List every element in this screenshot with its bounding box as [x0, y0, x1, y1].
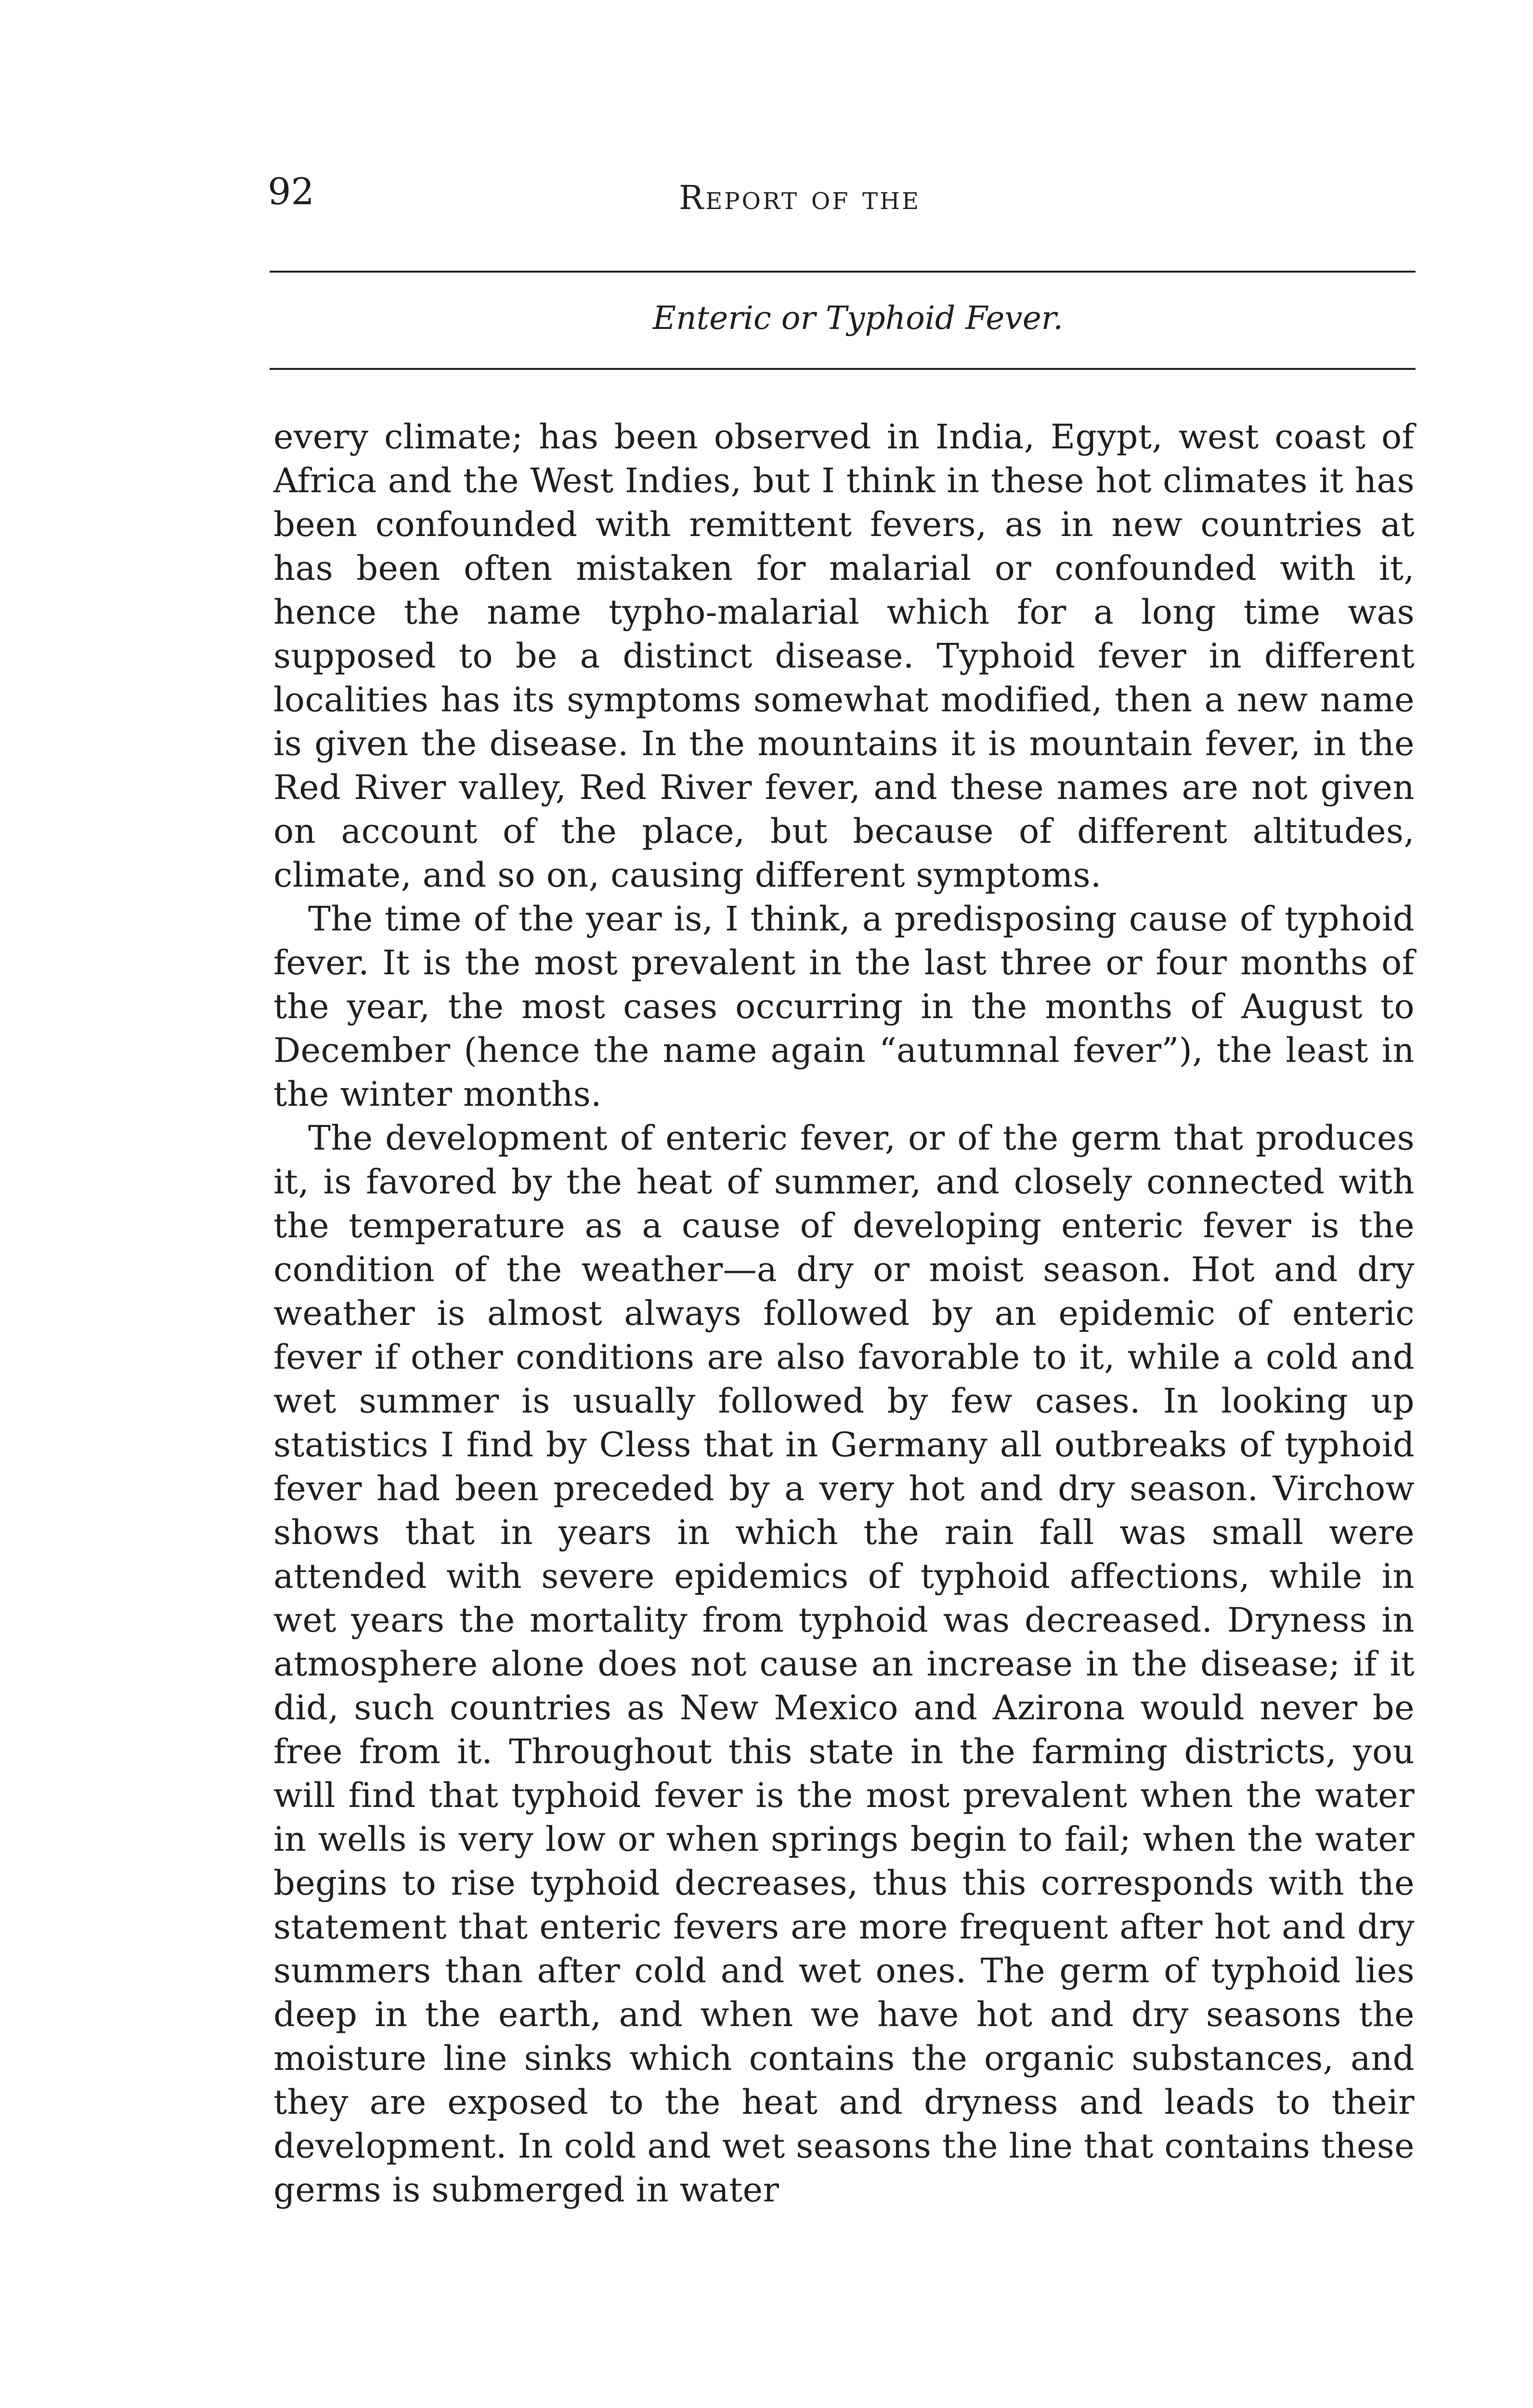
header-rule-bottom — [270, 368, 1416, 370]
body-text — [273, 415, 1415, 2212]
header-rule-top — [270, 271, 1416, 273]
paragraph: The development of enteric fever, or of the germ that produces it, is favored by the heat of summer, and closely connected with the temperature as a cause of developing enteric fever is the condition of the weather—a dry or moist season. Hot and dry weather is almost always followed by an epidemic of enteric fever if other conditions are also favorable to it, while a cold and wet summer is usually followed by few cases. In looking up statistics I find by Cless that in Germany all outbreaks of typhoid fever had been preceded by a very hot and dry season. Virchow shows that in years in which the rain fall was small were attended with severe epidemics of typhoid affections, while in wet years the mortality from typhoid was decreased. Dryness in atmosphere alone does not cause an increase in the disease; if it did, such countries as New Mexico and Azirona would never be free from it. Throughout this state in the farming districts, you will find that typhoid fever is the most prevalent when the water in wells is very low or when springs begin to fail; when the water begins to rise typhoid decreases, thus this corresponds with the statement that enteric fevers are more frequent after hot and dry summers than after cold and wet ones. The germ of typhoid lies deep in the earth, and when we have hot and dry seasons the moisture line sinks which contains the organic substances, and they are exposed to the heat and dryness and leads to their development. In cold and wet seasons the line that contains these germs is submerged in water — [273, 1118, 1415, 2210]
page-number: 92 — [268, 170, 314, 213]
paragraph: every climate; has been observed in India, Egypt, west coast of Africa and the West Indies, but I think in these hot climates it has been confounded with remittent fevers, as in new countries at has been often mistaken for malarial or confounded with it, hence the name typho-malarial which for a long time was supposed to be a distinct disease. Typhoid fever in different localities has its symptoms somewhat modified, then a new name is given the disease. In the mountains it is mountain fever, in the Red River valley, Red River fever, and these names are not given on account of the place, but because of different altitudes, climate, and so on, causing different symptoms. — [273, 417, 1415, 895]
paragraph: The time of the year is, I think, a predisposing cause of typhoid fever. It is the most prevalent in the last three or four months of the year, the most cases occurring in the months of August to December (hence the name again “autumnal fever”), the least in the winter months. — [273, 899, 1415, 1114]
running-head: Report of the — [679, 179, 921, 217]
section-title: Enteric or Typhoid Fever. — [652, 300, 1064, 337]
